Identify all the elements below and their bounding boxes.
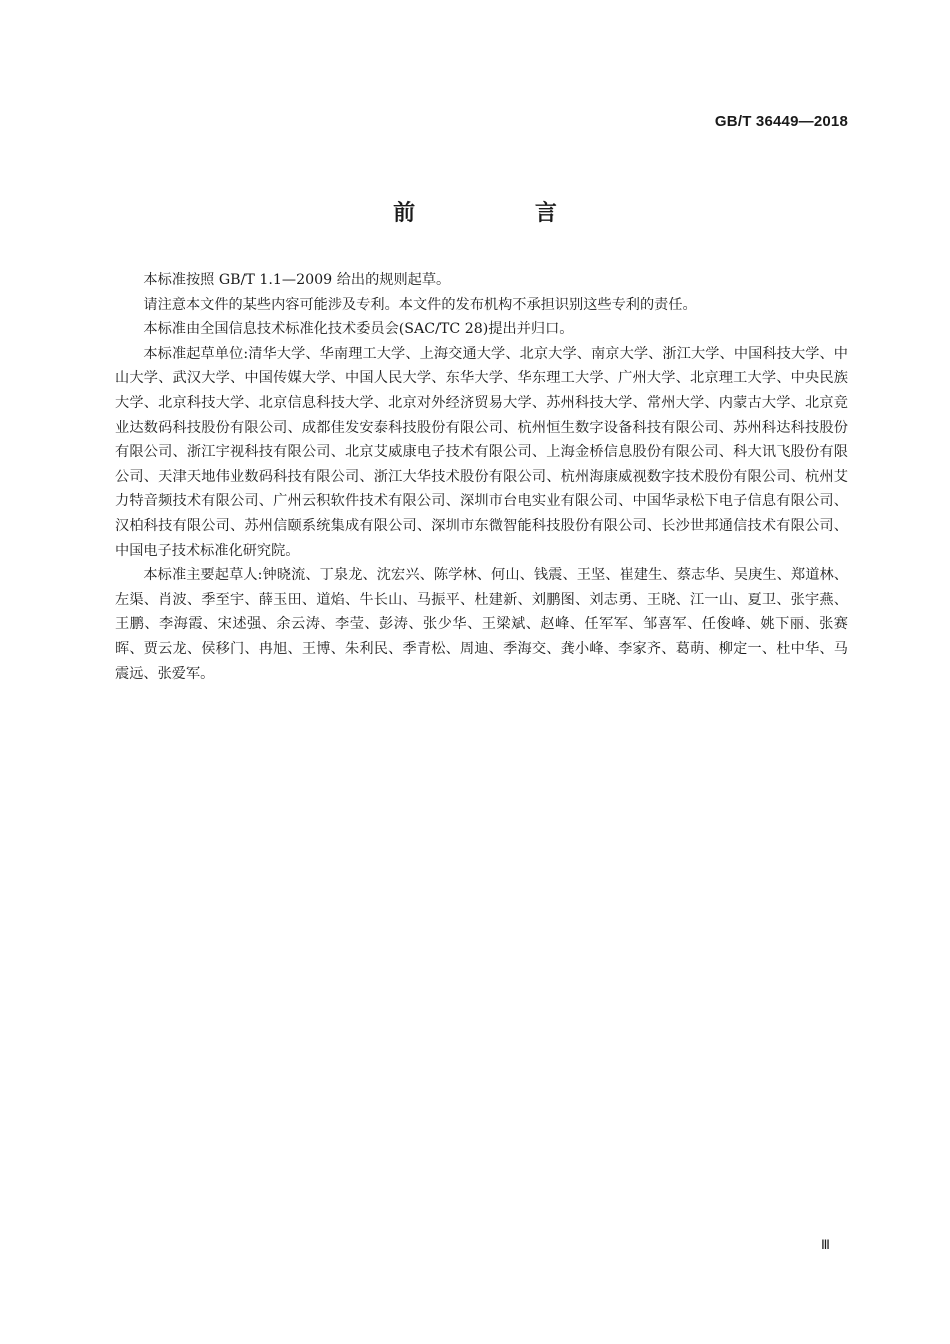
paragraph-main-drafters: 本标准主要起草人:钟晓流、丁泉龙、沈宏兴、陈学林、何山、钱震、王坚、崔建生、蔡志华、吴庚生、郑道林、左渠、肖波、季至宇、薛玉田、道焰、牛长山、马振平、杜建新、刘鹏图、刘志勇、王晓、江一山、夏卫、张宇燕、王鹏、李海霞、宋述强、余云涛、李莹、彭涛、张少华、王梁斌、赵峰、任军军、邹喜军、任俊峰、姚下丽、张赛晖、贾云龙、侯移门、冉旭、王博、朱利民、季青松、周迪、季海交、龚小峰、李家齐、葛萌、柳定一、杜中华、马震远、张爱军。: [115, 567, 848, 682]
page-title: 前 言: [393, 201, 613, 226]
page-number: Ⅲ: [821, 1237, 830, 1252]
paragraph-proposer: 本标准由全国信息技术标准化技术委员会(SAC/TC 28)提出并归口。: [143, 321, 574, 338]
paragraph-drafting-units: 本标准起草单位:清华大学、华南理工大学、上海交通大学、北京大学、南京大学、浙江大学、中国科技大学、中山大学、武汉大学、中国传媒大学、中国人民大学、东华大学、华东理工大学、广州大学、北京理工大学、中央民族大学、北京科技大学、北京信息科技大学、北京对外经济贸易大学、苏州科技大学、常州大学、内蒙古大学、北京竞业达数码科技股份有限公司、成都佳发安泰科技股份有限公司、杭州恒生数字设备科技有限公司、苏州科达科技股份有限公司、浙江宇视科技有限公司、北京艾威康电子技术有限公司、上海金桥信息股份有限公司、科大讯飞股份有限公司、天津天地伟业数码科技有限公司、浙江大华技术股份有限公司、杭州海康威视数字技术股份有限公司、杭州艾力特音频技术有限公司、广州云积软件技术有限公司、深圳市台电实业有限公司、中国华录松下电子信息有限公司、汉柏科技有限公司、苏州信颐系统集成有限公司、深圳市东微智能科技股份有限公司、长沙世邦通信技术有限公司、中国电子技术标准化研究院。: [115, 345, 848, 559]
foreword-body: [115, 268, 848, 686]
paragraph-drafting-rules: 本标准按照 GB/T 1.1—2009 给出的规则起草。: [143, 272, 451, 288]
standard-number: GB/T 36449—2018: [714, 113, 848, 130]
paragraph-patent-notice: 请注意本文件的某些内容可能涉及专利。本文件的发布机构不承担识别这些专利的责任。: [143, 296, 697, 313]
